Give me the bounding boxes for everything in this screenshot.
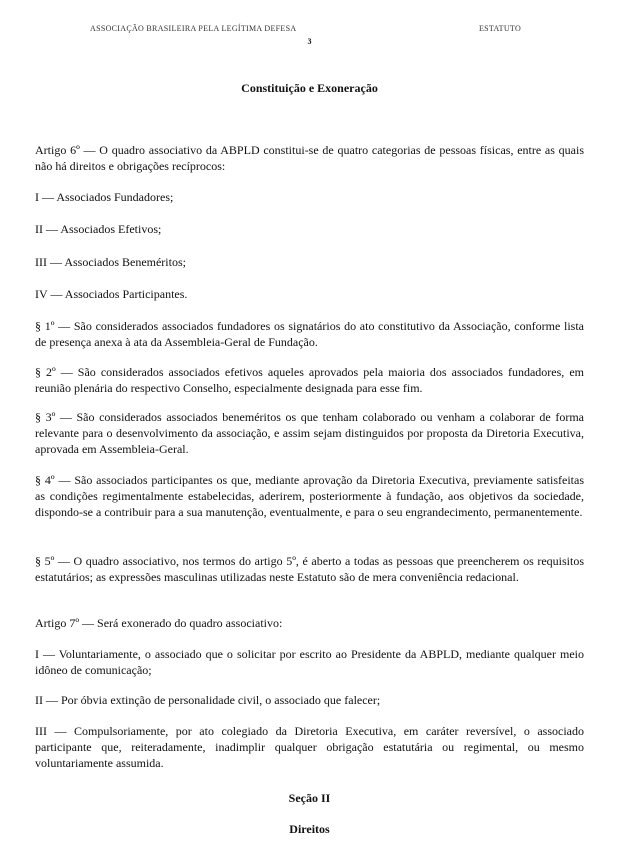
paragraph-section-3: § 3º — São considerados associados beneméritos os que tenham colaborado ou venham a colaborar de forma relevante para o desenvolvimento da associação, e assim sejam distinguidos por proposta da Diretoria Executiva, aprovada em Assembleia-Geral.: [35, 410, 584, 456]
next-section-title: Direitos: [289, 822, 330, 836]
paragraph-article-7: Artigo 7º — Será exonerado do quadro associativo:: [35, 616, 283, 630]
paragraph-article-6: Artigo 6º — O quadro associativo da ABPLD constitui-se de quatro categorias de pessoas físicas, entre as quais não há direitos e obrigações recíprocos:: [35, 143, 584, 173]
list-item-category-3: III — Associados Beneméritos;: [35, 255, 186, 269]
list-item-exoneration-3: III — Compulsoriamente, por ato colegiado da Diretoria Executiva, em caráter reversível, o associado participante que, reiteradamente, inadimplir qualquer obrigação estatutária ou regimental, ou mesmo voluntariamente assumida.: [35, 724, 584, 770]
paragraph-section-5: § 5º — O quadro associativo, nos termos do artigo 5º, é aberto a todas as pessoas que preencherem os requisitos estatutários; as expressões masculinas utilizadas neste Estatuto são de mera conveniência redacional.: [35, 554, 584, 584]
next-section-label: Seção II: [288, 791, 331, 805]
paragraph-section-1: § 1º — São considerados associados fundadores os signatários do ato constitutivo da Associação, conforme lista de presença anexa à ata da Assembleia-Geral de Fundação.: [35, 319, 584, 349]
running-header-right: ESTATUTO: [479, 24, 522, 33]
page-number: 3: [307, 37, 312, 46]
list-item-exoneration-2: II — Por óbvia extinção de personalidade civil, o associado que falecer;: [35, 693, 381, 707]
section-title: Constituição e Exoneração: [241, 81, 378, 95]
paragraph-section-4: § 4º — São associados participantes os que, mediante aprovação da Diretoria Executiva, previamente satisfeitas as condições regimentalmente estabelecidas, aderirem, posteriormente à fundação, aos objetivos da sociedade, dispondo-se a contribuir para a sua manutenção, eventualmente, e para o seu engrandecimento, permanentemente.: [35, 473, 584, 519]
running-header-left: ASSOCIAÇÃO BRASILEIRA PELA LEGÍTIMA DEFESA: [90, 24, 297, 33]
list-item-category-1: I — Associados Fundadores;: [35, 190, 174, 204]
list-item-category-4: IV — Associados Participantes.: [35, 287, 188, 301]
paragraph-section-2: § 2º — São considerados associados efetivos aqueles aprovados pela maioria dos associados fundadores, em reunião plenária do respectivo Conselho, especialmente designada para esse fim.: [35, 365, 584, 395]
list-item-category-2: II — Associados Efetivos;: [35, 222, 162, 236]
list-item-exoneration-1: I — Voluntariamente, o associado que o solicitar por escrito ao Presidente da ABPLD, mediante qualquer meio idôneo de comunicação;: [35, 647, 584, 677]
